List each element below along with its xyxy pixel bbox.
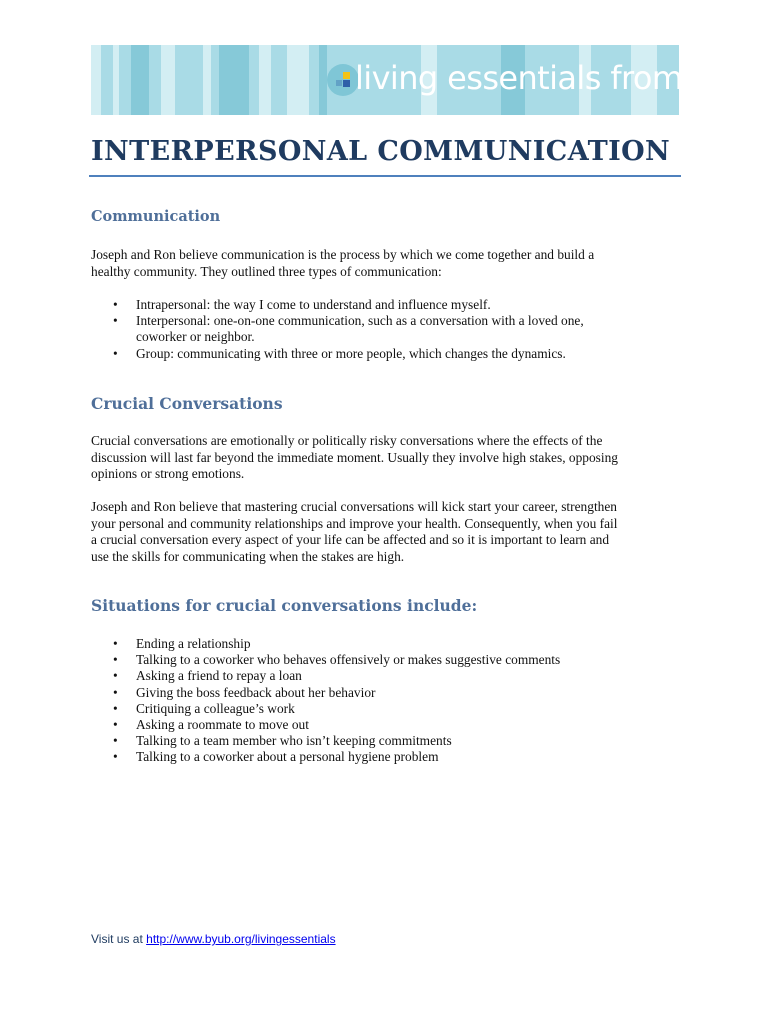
list-item-text: • Group: communicating with three or more people, which changes the dynamics. xyxy=(136,345,566,361)
list-item xyxy=(91,297,584,313)
page-title: INTERPERSONAL COMMUNICATION xyxy=(91,136,671,167)
banner-stripe xyxy=(287,45,309,115)
banner-stripe xyxy=(91,45,101,115)
paragraph-line: your personal and community relationships and improve your health. Consequently, when you fail xyxy=(91,515,618,531)
section-heading-crucial-conversations: Crucial Conversations xyxy=(91,394,283,413)
list-item: • Asking a friend to repay a loan xyxy=(91,668,560,684)
list-item: • Ending a relationship xyxy=(91,636,560,652)
website-link[interactable]: http://www.byub.org/livingessentials xyxy=(146,932,336,946)
list-item-text: • Intrapersonal: the way I come to understand and influence myself. xyxy=(136,297,491,312)
footer-prefix: Visit us at xyxy=(91,932,147,946)
list-item-text: coworker or neighbor. xyxy=(136,329,255,345)
list-item xyxy=(91,313,584,345)
paragraph-line: discussion will last far beyond the immediate moment. Usually they involve high stakes, opposing xyxy=(91,449,618,465)
paragraph-line: Joseph and Ron believe that mastering crucial conversations will kick start your career, strengthen xyxy=(91,499,617,514)
list-item: • Giving the boss feedback about her behavior xyxy=(91,685,560,701)
crucial-benefits-paragraph xyxy=(91,499,683,565)
list-item: • Talking to a coworker who behaves offensively or makes suggestive comments xyxy=(91,652,560,668)
communication-types-list xyxy=(91,297,584,362)
banner-stripe xyxy=(259,45,271,115)
list-item xyxy=(91,346,584,362)
footer xyxy=(91,932,336,946)
list-item: • Critiquing a colleague’s work xyxy=(91,701,560,717)
paragraph-line: Crucial conversations are emotionally or politically risky conversations where the effects of the xyxy=(91,433,603,448)
banner-stripe xyxy=(219,45,249,115)
list-item: • Asking a roommate to move out xyxy=(91,717,560,733)
situations-list xyxy=(91,636,560,766)
banner-stripe xyxy=(203,45,211,115)
communication-intro-paragraph xyxy=(91,247,683,280)
title-divider xyxy=(89,175,681,177)
paragraph-line: opinions or strong emotions. xyxy=(91,466,245,481)
section-heading-communication: Communication xyxy=(91,208,221,225)
banner-title: living essentials from BYU xyxy=(355,59,754,97)
banner-stripe xyxy=(113,45,119,115)
list-item: • Talking to a coworker about a personal hygiene problem xyxy=(91,749,560,765)
paragraph-line: use the skills for communicating when the stakes are high. xyxy=(91,548,405,564)
paragraph-line: a crucial conversation every aspect of your life can be affected and so it is important to learn and xyxy=(91,532,610,547)
banner-stripe xyxy=(131,45,149,115)
header-banner xyxy=(91,45,754,115)
paragraph-line: healthy community. They outlined three types of communication: xyxy=(91,263,442,279)
section-heading-situations: Situations for crucial conversations include: xyxy=(91,596,478,615)
banner-stripe xyxy=(161,45,175,115)
list-item: • Talking to a team member who isn’t keeping commitments xyxy=(91,733,560,749)
list-item-text: • Interpersonal: one-on-one communication, such as a conversation with a loved one, xyxy=(136,313,584,329)
crucial-definition-paragraph xyxy=(91,433,683,483)
paragraph-line: Joseph and Ron believe communication is the process by which we come together and build a xyxy=(91,247,595,262)
